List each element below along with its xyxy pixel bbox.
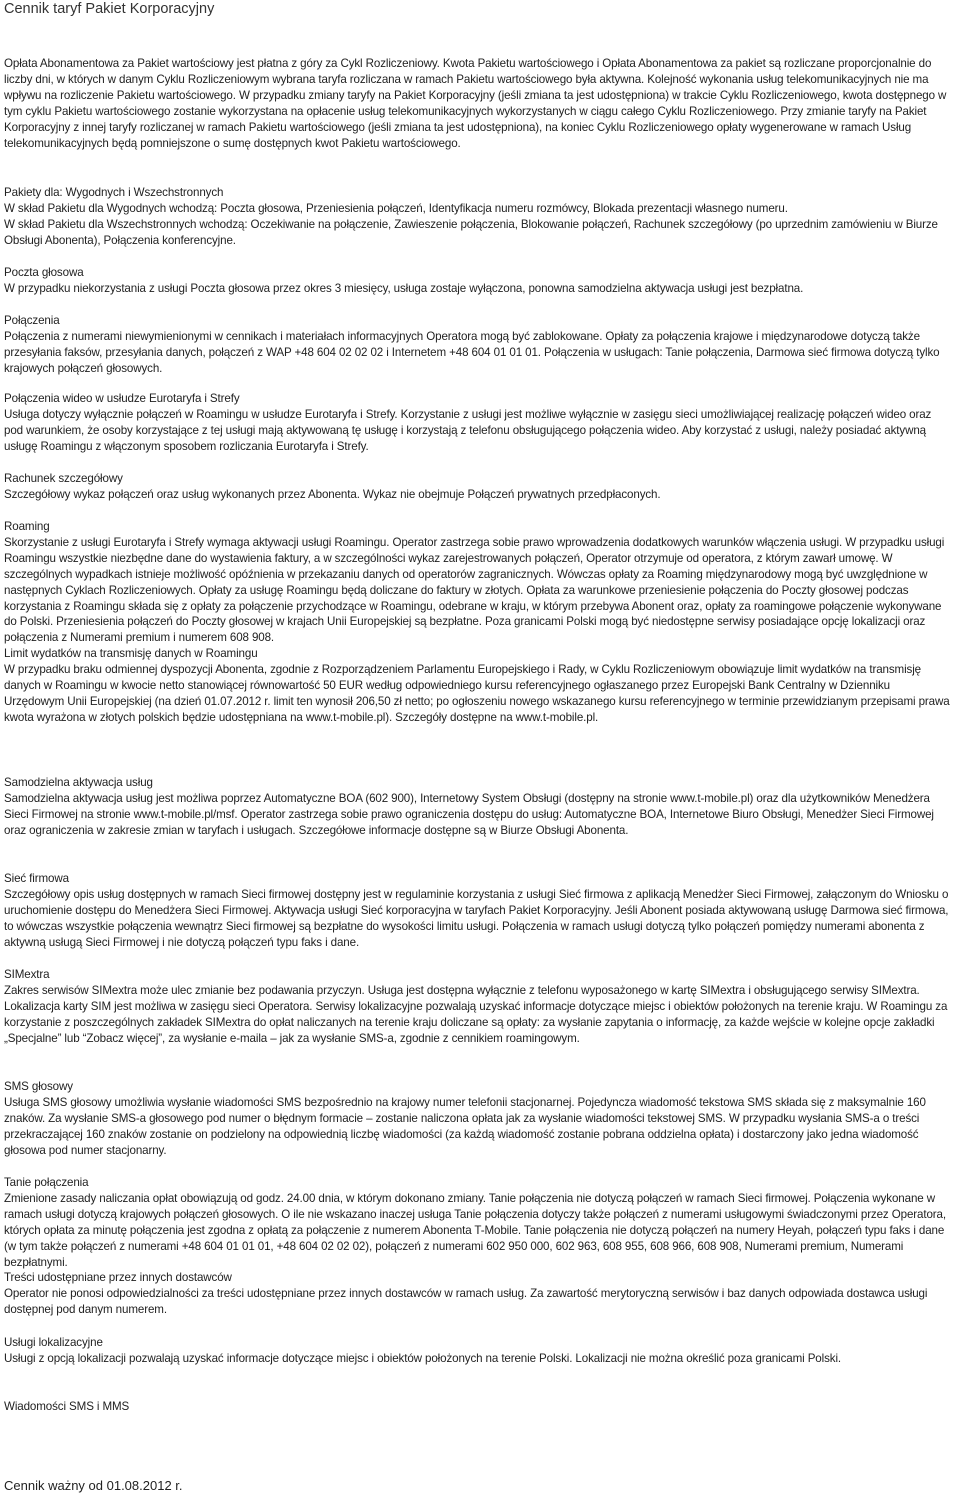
polaczenia-section <box>4 313 950 377</box>
sms-glosowy-section <box>4 1079 950 1159</box>
lokalizacyjne-section <box>4 1335 950 1367</box>
roaming-section <box>4 519 950 726</box>
subsection-heading: Treści udostępniane przez innych dostawców <box>4 1271 232 1285</box>
document-title: Cennik taryf Pakiet Korporacyjny <box>4 1 215 17</box>
aktywacja-section <box>4 775 950 839</box>
section-heading: Poczta głosowa <box>4 266 84 279</box>
section-heading: SIMextra <box>4 968 50 981</box>
tanie-section <box>4 1175 950 1318</box>
section-heading: Roaming <box>4 520 50 533</box>
paragraph: Skorzystanie z usługi Eurotaryfa i Strefy wymaga aktywacji usługi Roamingu. Operator zastrzega sobie prawo wprowadzenia dodatkowych warunków włączenia usługi. W przypadku usługi Roamingu wszystkie niezbędne dane do wystawienia faktury, a w szczególności wykaz zarejestrowanych połączeń, Operator otrzymuje od operatora, z którym zawarł umowę. W szczególnych wypadkach istnieje możliwość opóźnienia w przekazaniu danych od operatorów zagranicznych. Wówczas opłaty za Roaming międzynarodowy mogą być uwzględnione w następnych Cyklach Rozliczeniowych. Opłaty za usługę Roamingu będą doliczane do faktury w złotych. Opłata za warunkowe przeniesienie połączenia do Poczty głosowej podczas korzystania z Roamingu składa się z opłaty za połączenie przychodzące w Roamingu, odebrane w kraju, w którym przebywa Abonent oraz, opłaty za roamingowe połączenie wykonywane do Polski. Przeniesienia połączeń do Poczty głosowej w krajach Unii Europejskiej są bezpłatne. Poza granicami Polski mogą być niedostępne serwisy posiadające opcję lokalizacji oraz połączenia z Numerami premium i numerem 608 908. <box>4 535 945 645</box>
intro-paragraph: Opłata Abonamentowa za Pakiet wartościowy jest płatna z góry za Cykl Rozliczeniowy. Kwota Pakietu wartościowego i Opłata Abonamentowa za pakiet są rozliczane proporcjonalnie do liczby dni, w których w danym Cyklu Rozliczeniowym wybrana taryfa rozliczana w ramach Pakietu wartościowego była aktywna. Kolejność wykonania usług telekomunikacyjnych nie ma wpływu na rozliczenie Pakietu wartościowego. W przypadku zmiany taryfy na Pakiet Korporacyjny (jeśli zmiana ta jest udostępniona) w trakcie Cyklu Rozliczeniowego, kwota dostępnego w tym cyklu Pakietu wartościowego zostanie wykorzystana na opłacenie usług telekomunikacyjnych wykorzystanych w ciągu całego Cyklu Rozliczeniowego. Przy zmianie taryfy na Pakiet Korporacyjny z innej taryfy rozliczanej w ramach Pakietu wartościowego (jeśli zmiana ta jest udostępniona), na koniec Cyklu Rozliczeniowego opłaty wygenerowane w ramach Usług telekomunikacyjnych będą pomniejszone o sumę dostępnych kwot Pakietu wartościowego. <box>4 57 947 150</box>
paragraph: W przypadku niekorzystania z usługi Poczta głosowa przez okres 3 miesięcy, usługa zostaje wyłączona, ponowna samodzielna aktywacja usługi jest bezpłatna. <box>4 281 804 295</box>
section-heading: Sieć firmowa <box>4 872 69 885</box>
intro-section <box>4 56 950 151</box>
rachunek-section <box>4 471 950 503</box>
poczta-section <box>4 265 950 297</box>
paragraph: Szczegółowy wykaz połączeń oraz usług wykonanych przez Abonenta. Wykaz nie obejmuje Połączeń prywatnych przedpłaconych. <box>4 487 661 501</box>
section-heading: Połączenia wideo w usłudze Eurotaryfa i Strefy <box>4 392 240 405</box>
pakiety-section <box>4 185 950 249</box>
section-heading: Usługi lokalizacyjne <box>4 1336 103 1349</box>
paragraph: W przypadku braku odmiennej dyspozycji Abonenta, zgodnie z Rozporządzeniem Parlamentu Europejskiego i Rady, w Cyklu Rozliczeniowym obowiązuje limit wydatków na transmisję danych w Roamingu w kwocie netto stanowiącej równowartość 50 EUR według odpowiedniego kursu referencyjnego ogłaszanego przez Europejski Bank Centralny w Dzienniku Urzędowym Unii Europejskiej (na dzień 01.07.2012 r. limit ten wynosił 206,50 zł netto; po ogłoszeniu nowego wskazanego kursu referencyjnego w terminie przewidzianym przepisami prawa kwota wyrażona w złotych polskich będzie udostępniana na www.t-mobile.pl). Szczegóły dostępne na www.t-mobile.pl. <box>4 663 950 724</box>
wideo-section <box>4 391 950 455</box>
subsection-heading: Limit wydatków na transmisję danych w Roamingu <box>4 647 258 661</box>
paragraph: Usługa SMS głosowy umożliwia wysłanie wiadomości SMS bezpośrednio na krajowy numer telefonii stacjonarnej. Pojedyncza wiadomość tekstowa SMS składa się z maksymalnie 160 znaków. Za wysłanie SMS-a głosowego pod numer o błędnym formacie – zostanie naliczona opłata jak za wysłanie wiadomości tekstowej SMS. W przypadku wysłania SMS-a o treści przekraczającej 160 znaków zostanie on podzielony na odpowiednią liczbę wiadomości (za każdą wiadomość zostanie pobrana oddzielna opłata) i dostarczony jako jedna wiadomość głosowa pod numer stacjonarny. <box>4 1095 926 1157</box>
wiadomosci-section <box>4 1399 950 1415</box>
paragraph: Operator nie ponosi odpowiedzialności za treści udostępniane przez innych dostawców w ramach usług. Za zawartość merytoryczną serwisów i baz danych odpowiada dostawca usługi dostępnej pod danym numerem. <box>4 1287 928 1317</box>
section-heading: SMS głosowy <box>4 1080 73 1093</box>
section-heading: Pakiety dla: Wygodnych i Wszechstronnych <box>4 186 224 199</box>
paragraph: Usługa dotyczy wyłącznie połączeń w Roamingu w usłudze Eurotaryfa i Strefy. Korzystanie z usługi jest możliwe wyłącznie w zasięgu sieci umożliwiającej realizację połączeń wideo oraz pod warunkiem, że osoby korzystające z tej usługi mają aktywowaną tę usługę i korzystają z telefonu obsługującego połączenia wideo. Aby korzystać z usługi, należy posiadać aktywną usługę Roamingu z włączonym sposobem rozliczania Eurotaryfa i Strefy. <box>4 407 932 453</box>
simextra-section <box>4 967 950 1047</box>
paragraph: Samodzielna aktywacja usług jest możliwa poprzez Automatyczne BOA (602 900), Internetowy System Obsługi (dostępny na stronie www.t-mobile.pl) oraz dla użytkowników Menedżera Sieci Firmowej na stronie www.t-mobile.pl/msf. Operator zastrzega sobie prawo ograniczenia dostępu do usług: Automatyczne BOA, Internetowe Biuro Obsługi, Menedżer Sieci Firmowej oraz ograniczenia w zakresie zmian w taryfach i usługach. Szczegółowe informacje dostępne są w Biurze Obsługi Abonenta. <box>4 791 934 837</box>
section-heading: Rachunek szczegółowy <box>4 472 123 485</box>
section-heading: Połączenia <box>4 314 60 327</box>
paragraph: W skład Pakietu dla Wszechstronnych wchodzą: Oczekiwanie na połączenie, Zawieszenie połączenia, Blokowanie połączeń, Rachunek szczegółowy (po uprzednim zamówieniu w Biurze Obsługi Abonenta), Połączenia konferencyjne. <box>4 217 938 247</box>
paragraph: W skład Pakietu dla Wygodnych wchodzą: Poczta głosowa, Przeniesienia połączeń, Identyfikacja numeru rozmówcy, Blokada prezentacji własnego numeru. <box>4 201 788 215</box>
paragraph: Usługi z opcją lokalizacji pozwalają uzyskać informacje dotyczące miejsc i obiektów położonych na terenie Polski. Lokalizacji nie można określić poza granicami Polski. <box>4 1351 841 1365</box>
paragraph: Połączenia z numerami niewymienionymi w cennikach i materiałach informacyjnych Operatora mogą być zablokowane. Opłaty za połączenia krajowe i międzynarodowe dotyczą także przesyłania faksów, przesyłania danych, połączeń z WAP +48 604 02 02 02 i Internetem +48 604 01 01 01. Połączenia w usługach: Tanie połączenia, Darmowa sieć firmowa dotyczą tylko krajowych połączeń głosowych. <box>4 329 940 375</box>
paragraph: Zakres serwisów SIMextra może ulec zmianie bez podawania przyczyn. Usługa jest dostępna wyłącznie z telefonu wyposażonego w kartę SIMextra i obsługującego serwisy SIMextra. Lokalizacja karty SIM jest możliwa w zasięgu sieci Operatora. Serwisy lokalizacyjne pozwalają uzyskać informacje dotyczące miejsc i obiektów położonych na terenie kraju. W Roamingu za korzystanie z poszczególnych zakładek SIMextra do opłat naliczanych na terenie kraju doliczane są opłaty: za wysłanie zapytania o informację, za każde wejście w kolejne opcje zakładki „Specjalne” lub “Zobacz więcej”, za wysłanie e-maila – jak za wysłanie SMS-a, zgodnie z cennikiem roamingowym. <box>4 983 948 1045</box>
siec-section <box>4 871 950 951</box>
section-heading: Samodzielna aktywacja usług <box>4 776 153 789</box>
section-heading: Wiadomości SMS i MMS <box>4 1400 130 1413</box>
validity-footer: Cennik ważny od 01.08.2012 r. <box>4 1478 183 1493</box>
paragraph: Zmienione zasady naliczania opłat obowiązują od godz. 24.00 dnia, w którym dokonano zmiany. Tanie połączenia nie dotyczą połączeń w ramach Sieci firmowej. Połączenia wykonane w ramach usługi dotyczą krajowych połączeń głosowych. O ile nie wskazano inaczej usługa Tanie połączenia dotyczy także połączeń z numerami usługowymi świadczonymi przez Operatora, których opłata za minutę połączenia jest zgodna z opłatą za połączenie z numerem Abonenta T-Mobile. Tanie połączenia nie dotyczą połączeń na numery Heyah, połączeń typu faks i dane (w tym także połączeń z numerami +48 604 01 01 01, +48 604 02 02 02), połączeń z numerami 602 950 000, 602 963, 608 955, 608 966, 608 908, Numerami premium, Numerami bezpłatnymi. <box>4 1191 946 1269</box>
paragraph: Szczegółowy opis usług dostępnych w ramach Sieci firmowej dostępny jest w regulaminie korzystania z usługi Sieć firmowa z aplikacją Menedżer Sieci Firmowej, załączonym do Wniosku o uruchomienie dostępu do Menedżera Sieci Firmowej. Aktywacja usługi Sieć korporacyjna w taryfach Pakiet Korporacyjny. Jeśli Abonent posiada aktywowaną usługę Darmowa sieć firmowa, to wówczas wszystkie połączenia wewnątrz Sieci firmowej są bezpłatne do wysokości limitu usługi. Połączenia w ramach usługi dotyczą tylko połączeń pomiędzy numerami abonenta z aktywną usługą Sieci Firmowej i nie dotyczą połączeń typu faks i dane. <box>4 887 949 949</box>
section-heading: Tanie połączenia <box>4 1176 89 1189</box>
